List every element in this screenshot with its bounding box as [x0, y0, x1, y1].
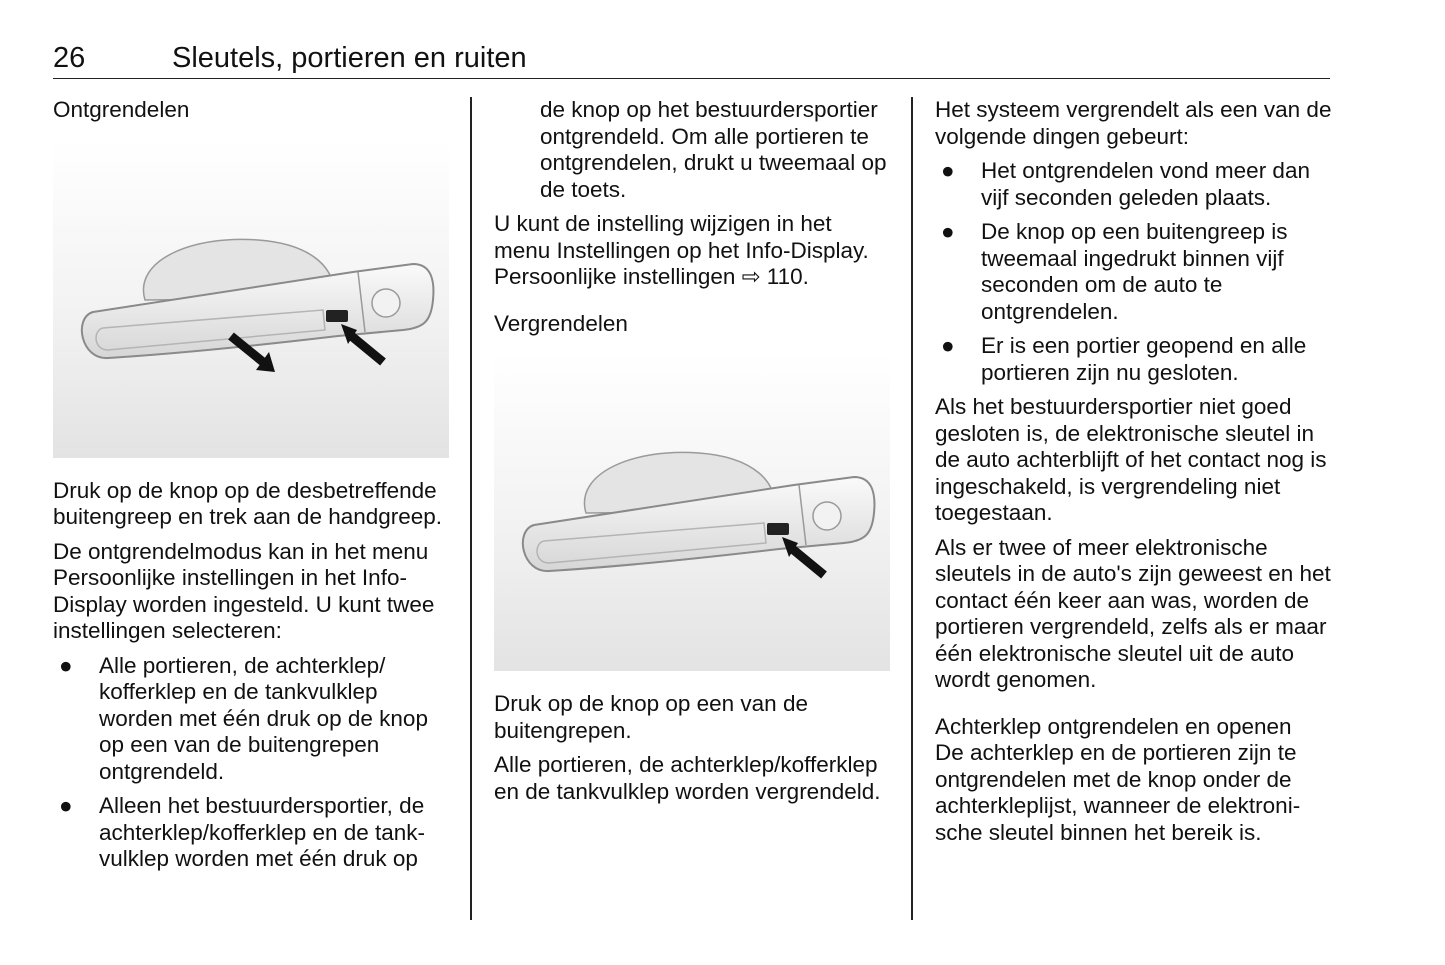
- bullet-icon: ●: [941, 158, 955, 183]
- running-title: Sleutels, portieren en ruiten: [172, 42, 527, 74]
- paragraph: De ontgrendelmodus kan in het menu Persoonlijke instellingen in het Info-Display worden ingesteld. U kunt twee instellingen selecteren:: [53, 538, 435, 643]
- paragraph: U kunt de instelling wijzigen in het menu Instellingen op het Info-Display. Persoonlijke instellingen ⇨ 110.: [494, 211, 869, 289]
- list-item: ● Er is een portier geopend en alle portieren zijn nu gesloten.: [941, 333, 1307, 385]
- page-header: [53, 40, 1330, 79]
- bullet-list: [53, 653, 453, 873]
- bullet-list: [935, 158, 1335, 386]
- bullet-icon: ●: [941, 333, 955, 358]
- paragraph: Alle portieren, de achterklep/kofferklep en de tankvulklep worden vergrendeld.: [494, 752, 881, 804]
- page-reference: 110.: [766, 264, 809, 289]
- page-reference-arrow-icon: ⇨: [741, 264, 761, 289]
- paragraph: Als het bestuurdersportier niet goed gesloten is, de elektronische sleutel in de auto achterblijft of het contact nog is ingeschakeld, is vergrendeling niet toegestaan.: [935, 394, 1327, 525]
- list-item: ● Alleen het bestuurdersportier, de achterklep/kofferklep en de tankvulklep worden met één druk op: [59, 793, 426, 871]
- bullet-icon: ●: [941, 219, 955, 244]
- paragraph-continued: de knop op het bestuurdersportier ontgrendeld. Om alle portieren te ontgrendelen, drukt u tweemaal op de toets.: [540, 97, 887, 202]
- column-divider: [470, 97, 472, 920]
- bullet-icon: ●: [59, 793, 73, 818]
- list-item: ● Het ontgrendelen vond meer dan vijf seconden geleden plaats.: [941, 158, 1310, 210]
- door-handle-lock-figure: [494, 353, 890, 671]
- bullet-icon: ●: [59, 652, 73, 678]
- paragraph: Druk op de knop op de desbetreffende buitengreep en trek aan de handgreep.: [53, 477, 443, 529]
- paragraph: Druk op de knop op een van de buitengrepen.: [494, 691, 808, 743]
- column-divider: [911, 97, 913, 920]
- door-handle-lock-illustration: [494, 353, 890, 671]
- section-heading-unlock: Ontgrendelen: [53, 97, 190, 122]
- door-handle-unlock-figure: [53, 140, 449, 458]
- section-heading-tailgate: Achterklep ontgrendelen en openen: [935, 713, 1292, 739]
- column-2: [494, 97, 894, 813]
- column-3: [935, 97, 1335, 854]
- section-heading-lock: Vergrendelen: [494, 310, 628, 336]
- column-1: [53, 97, 453, 881]
- door-handle-unlock-illustration: [53, 140, 449, 458]
- paragraph: Als er twee of meer elektronische sleutels in de auto's zijn geweest en het contact één keer aan was, worden de portieren vergrendeld, zelfs als er maar één elektronische sleutel uit de auto wordt genomen.: [935, 534, 1331, 692]
- page-number: 26: [53, 42, 86, 74]
- list-item: ● Alle portieren, de achterklep/ kofferklep en de tankvulklep worden met één druk op de knop op een van de buitengrepen ontgrendeld.: [59, 652, 428, 784]
- list-item: ● De knop op een buitengreep is tweemaal ingedrukt binnen vijf seconden om de auto te ontgrendelen.: [941, 219, 1288, 324]
- paragraph: De achterklep en de portieren zijn te ontgrendelen met de knop onder de achterkleplijst, wanneer de elektronische sleutel binnen het bereik is.: [935, 740, 1301, 845]
- paragraph: Het systeem vergrendelt als een van de volgende dingen gebeurt:: [935, 97, 1332, 149]
